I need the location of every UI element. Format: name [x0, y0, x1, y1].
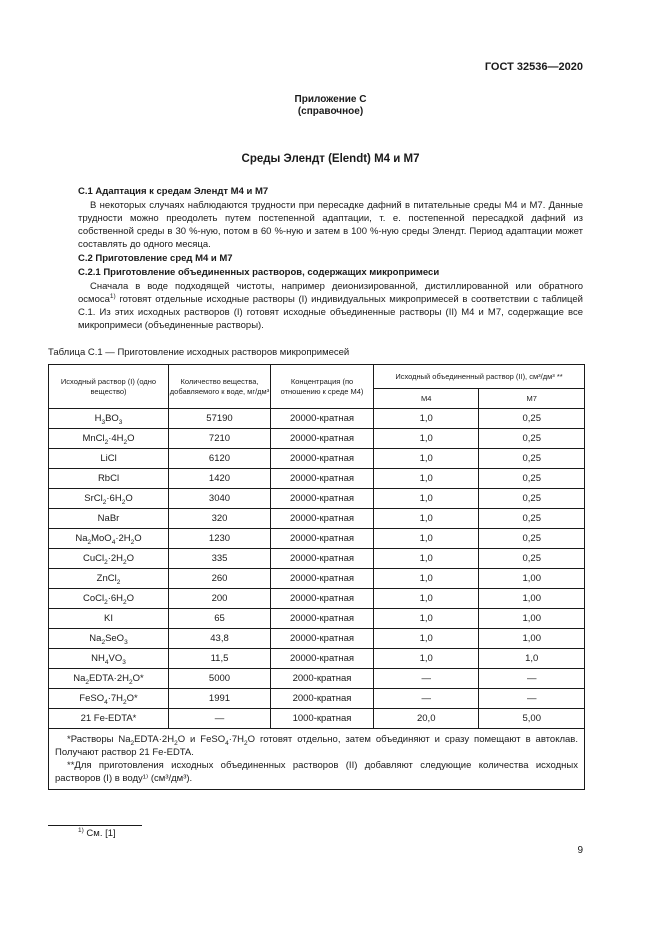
table-row	[49, 689, 585, 709]
cell-amount: 1420	[169, 469, 271, 489]
cell-amount: 11,5	[169, 649, 271, 669]
footnote-divider	[48, 825, 142, 826]
cell-m4: 1,0	[374, 629, 479, 649]
cell-m7: 1,00	[479, 609, 585, 629]
trace-elements-table	[48, 364, 585, 790]
table-row	[49, 569, 585, 589]
cell-concentration: 20000-кратная	[271, 509, 374, 529]
cell-concentration: 20000-кратная	[271, 469, 374, 489]
table-row	[49, 509, 585, 529]
footnote-ref: 1)	[109, 292, 116, 300]
annex-label: Приложение С	[294, 94, 367, 105]
section-c1-text: В некоторых случаях наблюдаются трудности при пересадке дафний в питательные среды М4 и М7. Данные трудности можно преодолеть путем постепенной адаптации, т. е. постепенной пересадкой дафний из собственной среды в 30 %-ную, потом в 60 %-ную и затем в 100 %-ную среды Элендт. Период адаптации может составлять до одного месяца.	[78, 200, 583, 250]
cell-m4: 1,0	[374, 509, 479, 529]
cell-concentration: 2000-кратная	[271, 669, 374, 689]
cell-substance: $Na_2EDTA\cdot 2H_2O*$	[49, 669, 169, 689]
cell-m4: —	[374, 689, 479, 709]
section-c21-text-b: готовят отдельные исходные растворы (I) индивидуальных микропримесей в соответствии с таблицей С.1. Из этих исходных растворов (I) готовят исходные объединенные растворы (II) М4 и М7, содержащие все микропримеси (объединенные растворы).	[78, 294, 583, 331]
col-amount-header: Количество вещества, добавляемого к воде, мг/дм³	[169, 365, 271, 409]
cell-m4: 1,0	[374, 429, 479, 449]
table-row	[49, 609, 585, 629]
cell-m4: 1,0	[374, 569, 479, 589]
footnote	[78, 828, 116, 839]
cell-substance: NaBr	[49, 509, 169, 529]
cell-amount: 200	[169, 589, 271, 609]
cell-substance: $CoCl_2\cdot 6H_2O$	[49, 589, 169, 609]
section-c1-heading: С.1 Адаптация к средам Элендт М4 и М7	[78, 186, 269, 197]
annex-type: (справочное)	[297, 106, 364, 117]
cell-substance: $CuCl_2\cdot 2H_2O$	[49, 549, 169, 569]
table-row	[49, 489, 585, 509]
cell-concentration: 20000-кратная	[271, 429, 374, 449]
cell-substance: $H_3BO_3$	[49, 409, 169, 429]
table-row	[49, 469, 585, 489]
col-stock-header: Исходный объединенный раствор (II), см³/дм³ **	[374, 365, 585, 389]
cell-amount: 3040	[169, 489, 271, 509]
table-row	[49, 529, 585, 549]
cell-amount: 320	[169, 509, 271, 529]
table-row	[49, 709, 585, 729]
table-row	[49, 429, 585, 449]
cell-amount: 335	[169, 549, 271, 569]
cell-amount: —	[169, 709, 271, 729]
cell-amount: 7210	[169, 429, 271, 449]
cell-m4: 1,0	[374, 469, 479, 489]
cell-amount: 65	[169, 609, 271, 629]
cell-substance: RbCl	[49, 469, 169, 489]
cell-concentration: 20000-кратная	[271, 529, 374, 549]
cell-m7: 5,00	[479, 709, 585, 729]
cell-m4: 1,0	[374, 529, 479, 549]
cell-m4: 1,0	[374, 609, 479, 629]
table-row	[49, 409, 585, 429]
cell-concentration: 20000-кратная	[271, 649, 374, 669]
cell-m7: 1,00	[479, 589, 585, 609]
table-row	[49, 449, 585, 469]
cell-m4: 1,0	[374, 549, 479, 569]
cell-m7: —	[479, 669, 585, 689]
cell-amount: 57190	[169, 409, 271, 429]
cell-m7: 1,00	[479, 629, 585, 649]
cell-substance: $FeSO_4\cdot 7H_2O*$	[49, 689, 169, 709]
page-number: 9	[577, 845, 583, 856]
section-c21-text-a: Сначала в воде подходящей чистоты, например деионизированной, дистиллированной или обратного осмоса	[78, 281, 583, 305]
cell-concentration: 20000-кратная	[271, 569, 374, 589]
table-caption: Таблица С.1 — Приготовление исходных растворов микропримесей	[48, 347, 350, 358]
cell-m4: 1,0	[374, 649, 479, 669]
table-notes	[49, 729, 585, 790]
section-c2-heading: С.2 Приготовление сред М4 и М7	[78, 253, 233, 264]
cell-amount: 1230	[169, 529, 271, 549]
cell-concentration: 20000-кратная	[271, 409, 374, 429]
cell-amount: 260	[169, 569, 271, 589]
table-note-1: *Растворы $Na_2EDTA\cdot 2H_2O$ и $FeSO_4\cdot 7H_2O$ готовят отдельно, затем объединяют и сразу помещают в автоклав. Получают раствор 21 Fe-EDTA.	[55, 734, 578, 758]
table-row	[49, 589, 585, 609]
page-title: Среды Элендт (Elendt) М4 и М7	[241, 153, 420, 165]
table-row	[49, 649, 585, 669]
cell-amount: 43,8	[169, 629, 271, 649]
table-note-2: **Для приготовления исходных объединенных растворов (II) добавляют следующие количества исходных растворов (I) в воду¹⁾ (см³/дм³).	[55, 760, 578, 784]
cell-concentration: 20000-кратная	[271, 589, 374, 609]
cell-m7: 0,25	[479, 449, 585, 469]
section-c21-heading: С.2.1 Приготовление объединенных растворов, содержащих микропримеси	[78, 267, 440, 278]
cell-substance: $MnCl_2\cdot 4H_2O$	[49, 429, 169, 449]
annex-heading	[0, 94, 661, 118]
cell-m4: 1,0	[374, 449, 479, 469]
cell-m7: 0,25	[479, 429, 585, 449]
table-row	[49, 669, 585, 689]
cell-concentration: 20000-кратная	[271, 629, 374, 649]
table-row	[49, 549, 585, 569]
document-number: ГОСТ 32536—2020	[484, 61, 583, 73]
cell-concentration: 20000-кратная	[271, 609, 374, 629]
cell-m7: 0,25	[479, 409, 585, 429]
cell-m7: —	[479, 689, 585, 709]
cell-amount: 5000	[169, 669, 271, 689]
col-substance-header: Исходный раствор (I) (одно вещество)	[49, 365, 169, 409]
cell-m4: 1,0	[374, 409, 479, 429]
cell-concentration: 20000-кратная	[271, 549, 374, 569]
cell-amount: 6120	[169, 449, 271, 469]
cell-m4: 20,0	[374, 709, 479, 729]
cell-m7: 0,25	[479, 509, 585, 529]
cell-concentration: 2000-кратная	[271, 689, 374, 709]
footnote-mark: 1)	[78, 826, 84, 834]
cell-substance: KI	[49, 609, 169, 629]
cell-substance: $Na_2MoO_4\cdot 2H_2O$	[49, 529, 169, 549]
cell-substance: $Na_2SeO_3$	[49, 629, 169, 649]
table-row	[49, 629, 585, 649]
cell-concentration: 20000-кратная	[271, 489, 374, 509]
cell-substance: 21 Fe-EDTA*	[49, 709, 169, 729]
cell-m7: 0,25	[479, 469, 585, 489]
cell-m4: 1,0	[374, 589, 479, 609]
cell-m7: 1,00	[479, 569, 585, 589]
col-m4-header: М4	[374, 389, 479, 409]
cell-substance: LiCl	[49, 449, 169, 469]
cell-substance: ZnCl$_2$	[49, 569, 169, 589]
cell-m7: 0,25	[479, 549, 585, 569]
cell-concentration: 1000-кратная	[271, 709, 374, 729]
footnote-text: См. [1]	[86, 828, 116, 839]
cell-m7: 0,25	[479, 489, 585, 509]
col-concentration-header: Концентрация (по отношению к среде М4)	[271, 365, 374, 409]
cell-amount: 1991	[169, 689, 271, 709]
col-m7-header: М7	[479, 389, 585, 409]
cell-m7: 0,25	[479, 529, 585, 549]
cell-m4: 1,0	[374, 489, 479, 509]
cell-substance: $SrCl_2\cdot 6H_2O$	[49, 489, 169, 509]
cell-concentration: 20000-кратная	[271, 449, 374, 469]
section-c21-text	[78, 280, 583, 332]
cell-m4: —	[374, 669, 479, 689]
cell-m7: 1,0	[479, 649, 585, 669]
cell-substance: $NH_4VO_3$	[49, 649, 169, 669]
